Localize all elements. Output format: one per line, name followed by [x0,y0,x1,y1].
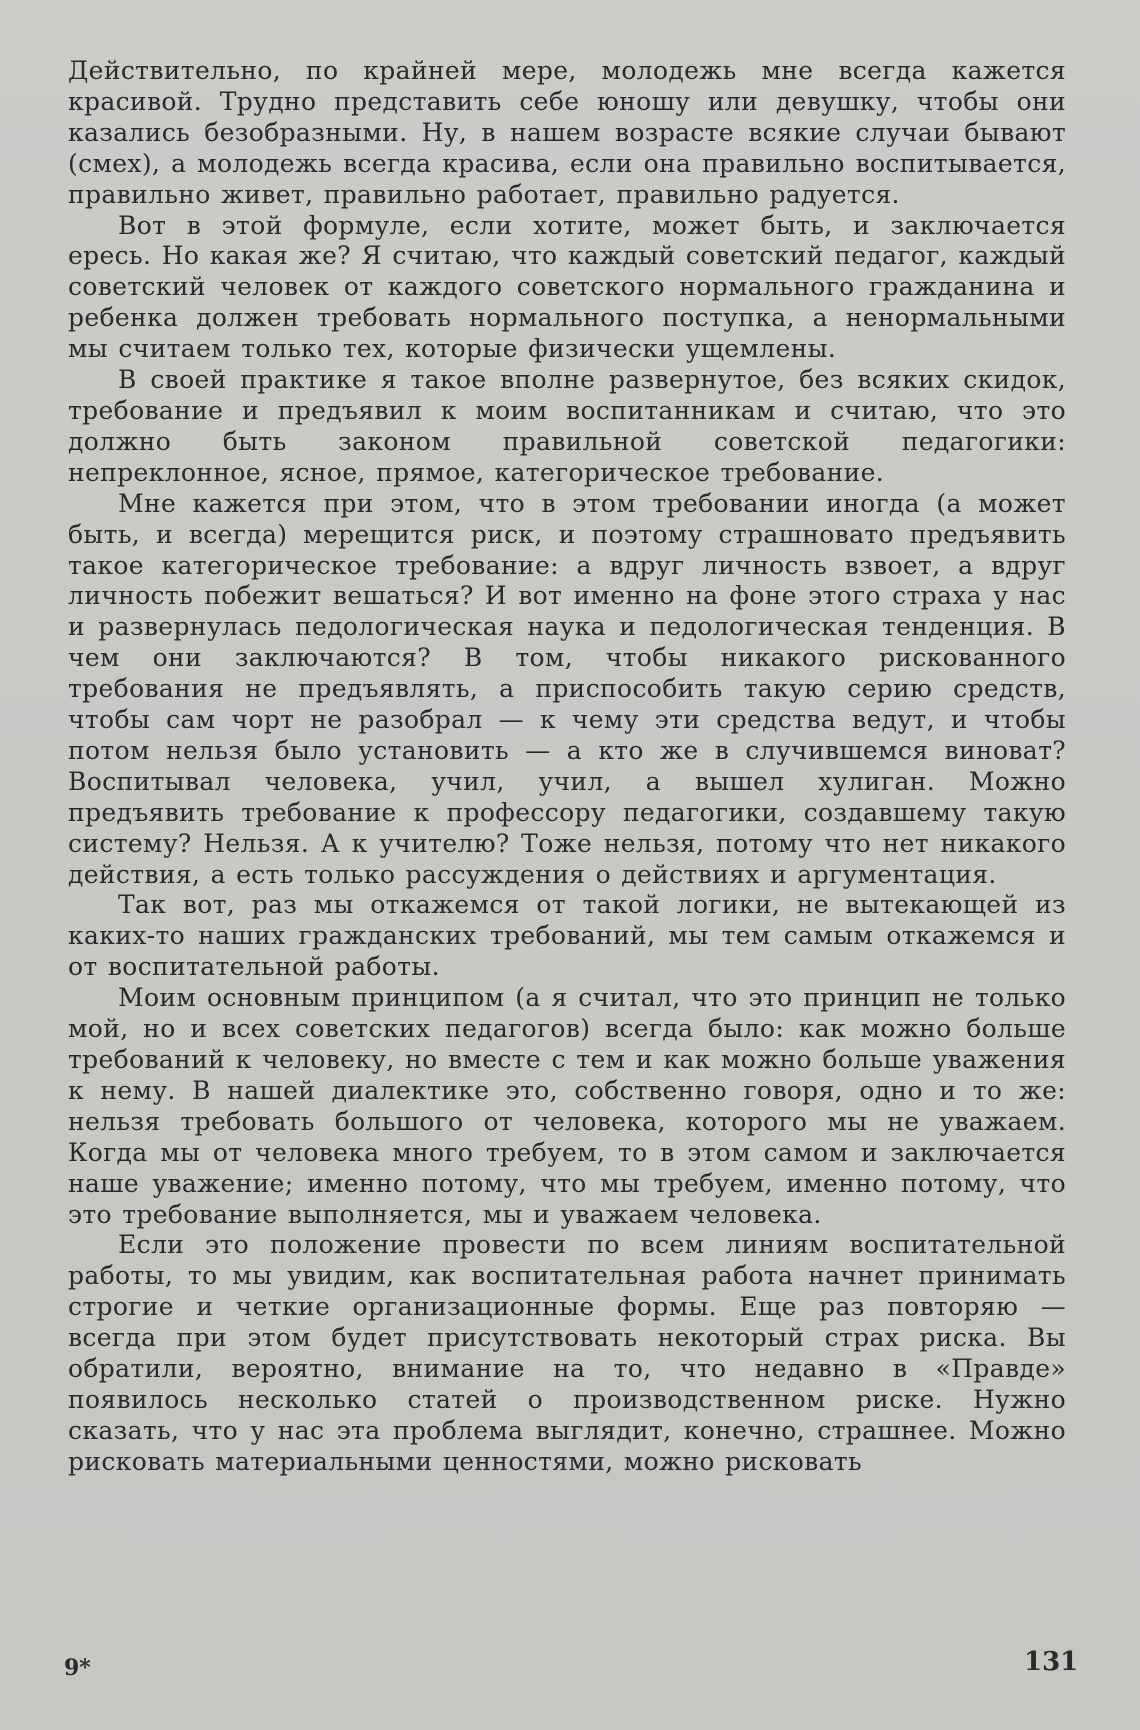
paragraph-1: Действительно, по крайней мере, молодежь мне всегда кажется красивой. Трудно представить себе юношу или девушку, чтобы они казались безобразными. Ну, в нашем возрасте всякие случаи бывают (смех), а молодежь всегда красива, если она правильно воспитывается, правильно живет, правильно работает, правильно радуется. [68,56,1066,209]
paragraph-6: Моим основным принципом (а я считал, что это принцип не только мой, но и всех советских педагогов) всегда было: как можно больше требований к человеку, но вместе с тем и как можно больше уважения к нему. В нашей диалектике это, собственно говоря, одно и то же: нельзя требовать большого от человека, которого мы не уважаем. Когда мы от человека много требуем, то в этом самом и заключается наше уважение; именно потому, что мы требуем, именно потому, что это требование выполняется, мы и уважаем человека. [68,983,1066,1229]
body-text [68,56,1066,1478]
page-number: 131 [1024,1647,1079,1677]
paragraph-4: Мне кажется при этом, что в этом требовании иногда (а может быть, и всегда) мерещится риск, и поэтому страшновато предъявить такое категорическое требование: а вдруг личность взвоет, а вдруг личность побежит вешаться? И вот именно на фоне этого страха у нас и развернулась педологическая наука и педологическая тенденция. В чем они заключаются? В том, чтобы никакого рискованного требования не предъявлять, а приспособить такую серию средств, чтобы сам чорт не разобрал — к чему эти средства ведут, и чтобы потом нельзя было установить — а кто же в случившемся виноват? Воспитывал человека, учил, учил, а вышел хулиган. Можно предъявить требование к профессору педагогики, создавшему такую систему? Нельзя. А к учителю? Тоже нельзя, потому что нет никакого действия, а есть только рассуждения о действиях и аргументация. [68,488,1066,889]
signature-mark: 9* [64,1655,91,1681]
paragraph-2: Вот в этой формуле, если хотите, может быть, и заключается ересь. Но какая же? Я считаю, что каждый советский педагог, каждый советский человек от каждого советского нормального гражданина и ребенка должен требовать нормального поступка, а ненормальными мы считаем только тех, которые физически ущемлены. [68,210,1066,364]
paragraph-3: В своей практике я такое вполне развернутое, без всяких скидок, требование и предъявил к моим воспитанникам и считаю, что это должно быть законом правильной советской педагогики: непреклонное, ясное, прямое, категорическое требование. [68,365,1066,487]
paragraph-5: Так вот, раз мы откажемся от такой логики, не вытекающей из каких-то наших гражданских требований, мы тем самым откажемся и от воспитательной работы. [68,890,1066,982]
paragraph-7: Если это положение провести по всем линиям воспитательной работы, то мы увидим, как воспитательная работа начнет принимать строгие и четкие организационные формы. Еще раз повторяю — всегда при этом будет присутствовать некоторый страх риска. Вы обратили, вероятно, внимание на то, что недавно в «Правде» появилось несколько статей о производственном риске. Нужно сказать, что у нас эта проблема выглядит, конечно, страшнее. Можно рисковать материальными ценностями, можно рисковать [68,1230,1066,1476]
